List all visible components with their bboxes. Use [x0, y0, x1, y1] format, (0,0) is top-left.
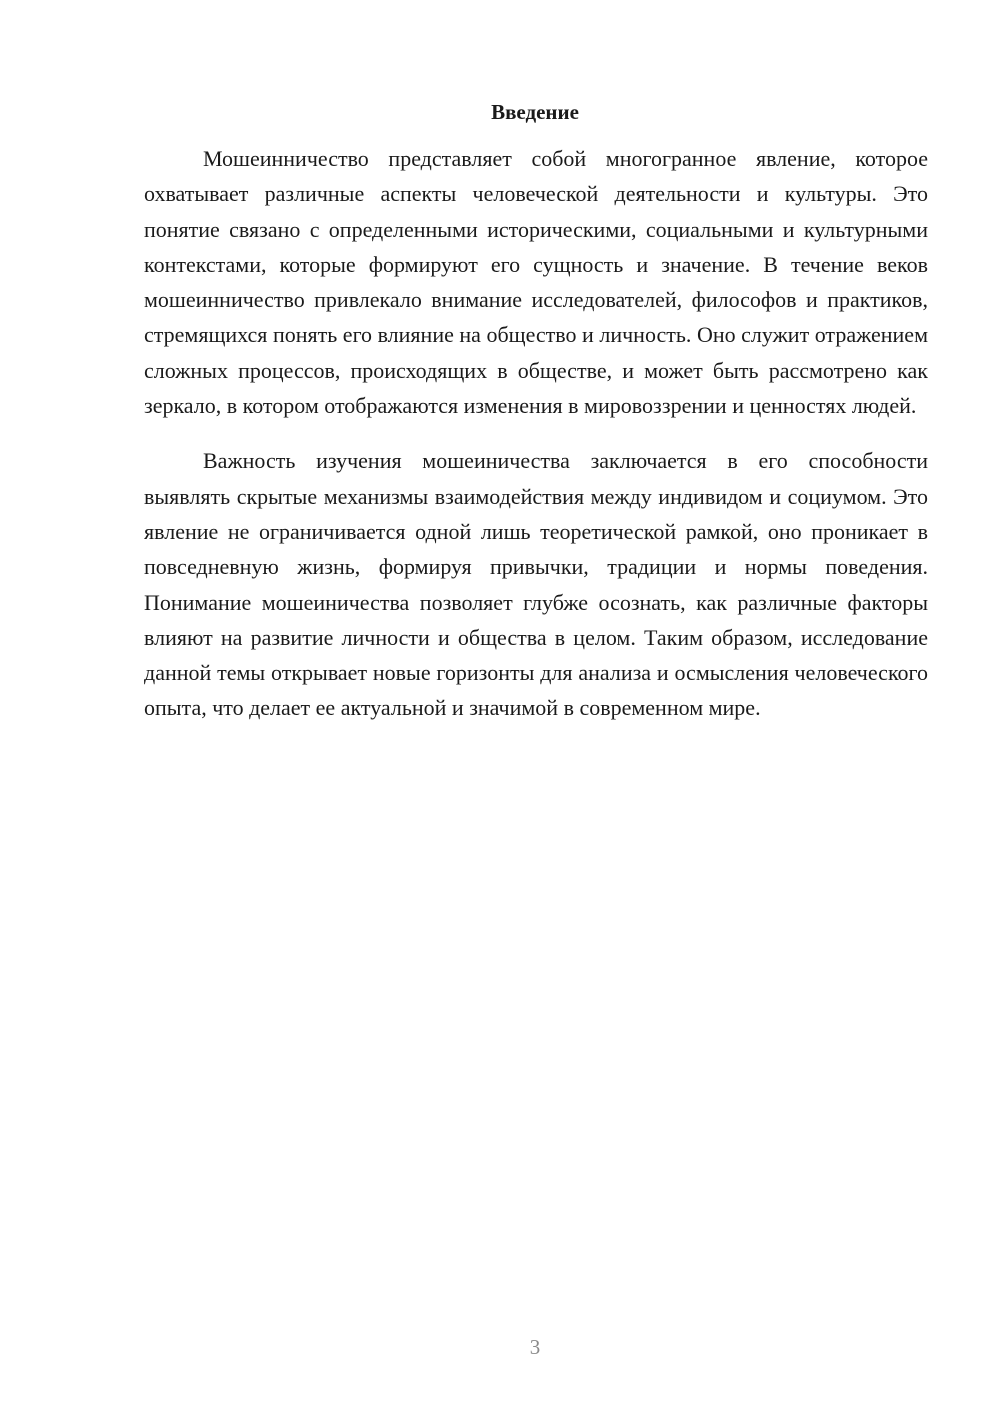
paragraph-1: Мошеинничество представляет собой многогранное явление, которое охватывает различные аспекты человеческой деятельности и культуры. Это понятие связано с определенными историческими, социальными и культурными контекстами, которые формируют его сущность и значение. В течение веков мошеинничество привлекало внимание исследователей, философов и практиков, стремящихся понять его влияние на общество и личность. Оно служит отражением сложных процессов, происходящих в обществе, и может быть рассмотрено как зеркало, в котором отображаются изменения в мировоззрении и ценностях людей. — [144, 146, 928, 419]
paragraph-2: Важность изучения мошеиничества заключается в его способности выявлять скрытые механизмы взаимодействия между индивидом и социумом. Это явление не ограничивается одной лишь теоретической рамкой, оно проникает в повседневную жизнь, формируя привычки, традиции и нормы поведения. Понимание мошеиничества позволяет глубже осознать, как различные факторы влияют на развитие личности и общества в целом. Таким образом, исследование данной темы открывает новые горизонты для анализа и осмысления человеческого опыта, что делает ее актуальной и значимой в современном мире. — [144, 448, 928, 721]
body-text — [144, 141, 928, 726]
section-heading: Введение — [491, 100, 579, 124]
page-number: 3 — [529, 1335, 541, 1359]
